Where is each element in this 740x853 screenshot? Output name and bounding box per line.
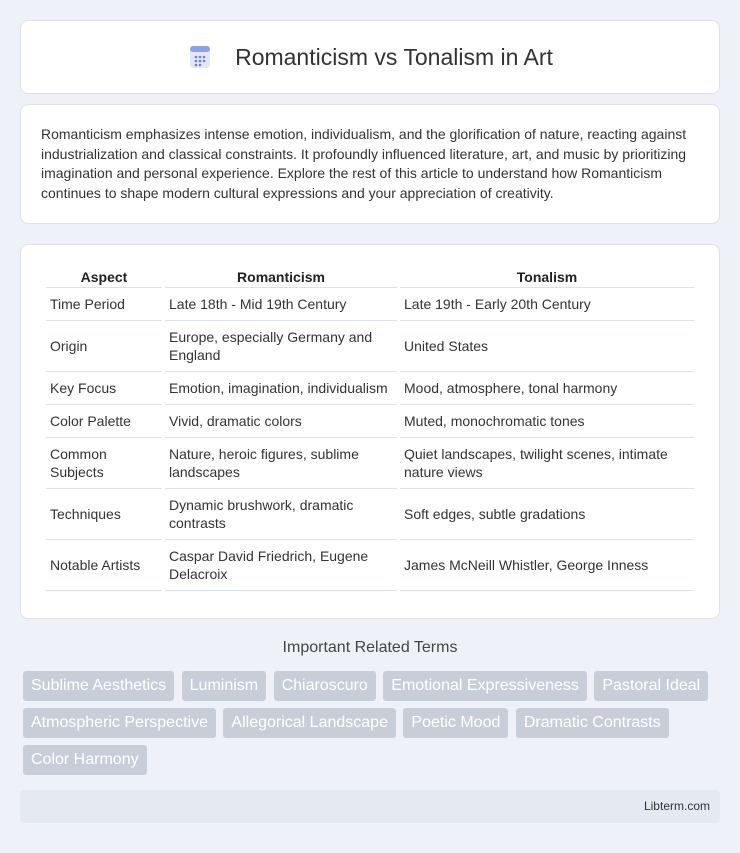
cell-aspect: Common Subjects [46,438,162,489]
cell-aspect: Time Period [46,288,162,321]
footer-brand-link[interactable]: Libterm.com [643,799,710,813]
table-row [46,372,694,405]
cell-romanticism: Europe, especially Germany and England [165,321,397,372]
cell-tonalism: Late 19th - Early 20th Century [400,288,694,321]
cell-tonalism: James McNeill Whistler, George Inness [400,540,694,591]
table-row [46,405,694,438]
table-row [46,288,694,321]
table-row [46,489,694,540]
header-tonalism: Tonalism [400,265,694,288]
cell-romanticism: Dynamic brushwork, dramatic contrasts [165,489,397,540]
related-term-tag[interactable]: Chiaroscuro [274,671,376,701]
page-title: Romanticism vs Tonalism in Art [235,43,553,70]
related-term-tag[interactable]: Pastoral Ideal [594,671,708,701]
related-terms-list [23,671,723,782]
table-row [46,540,694,591]
cell-romanticism: Caspar David Friedrich, Eugene Delacroix [165,540,397,591]
related-term-tag[interactable]: Allegorical Landscape [223,708,396,738]
comparison-table [43,265,697,591]
intro-text: Romanticism emphasizes intense emotion, individualism, and the glorification of nature, reacting against industrialization and classical constraints. It profoundly influenced literature, art, and music by prioritizing imagination and personal experience. Explore the rest of this article to understand how Romanticism continues to shape modern cultural expressions and your appreciation of creativity. [41,126,687,201]
header-romanticism: Romanticism [165,265,397,288]
cell-tonalism: United States [400,321,694,372]
title-card [20,20,720,94]
related-term-tag[interactable]: Emotional Expressiveness [383,671,587,701]
document-icon [187,44,213,70]
cell-tonalism: Muted, monochromatic tones [400,405,694,438]
table-header-row [46,265,694,288]
footer [20,790,720,823]
table-row [46,438,694,489]
cell-romanticism: Nature, heroic figures, sublime landscapes [165,438,397,489]
cell-aspect: Notable Artists [46,540,162,591]
cell-romanticism: Late 18th - Mid 19th Century [165,288,397,321]
cell-romanticism: Emotion, imagination, individualism [165,372,397,405]
cell-tonalism: Mood, atmosphere, tonal harmony [400,372,694,405]
cell-aspect: Color Palette [46,405,162,438]
cell-tonalism: Soft edges, subtle gradations [400,489,694,540]
cell-tonalism: Quiet landscapes, twilight scenes, intimate nature views [400,438,694,489]
related-term-tag[interactable]: Dramatic Contrasts [516,708,669,738]
intro-card [20,104,720,224]
cell-romanticism: Vivid, dramatic colors [165,405,397,438]
cell-aspect: Origin [46,321,162,372]
related-term-tag[interactable]: Poetic Mood [403,708,508,738]
related-term-tag[interactable]: Color Harmony [23,745,147,775]
related-term-tag[interactable]: Atmospheric Perspective [23,708,216,738]
related-term-tag[interactable]: Luminism [182,671,266,701]
cell-aspect: Key Focus [46,372,162,405]
cell-aspect: Techniques [46,489,162,540]
related-term-tag[interactable]: Sublime Aesthetics [23,671,174,701]
header-aspect: Aspect [46,265,162,288]
comparison-card [20,244,720,619]
table-row [46,321,694,372]
related-terms-title: Important Related Terms [282,639,458,656]
